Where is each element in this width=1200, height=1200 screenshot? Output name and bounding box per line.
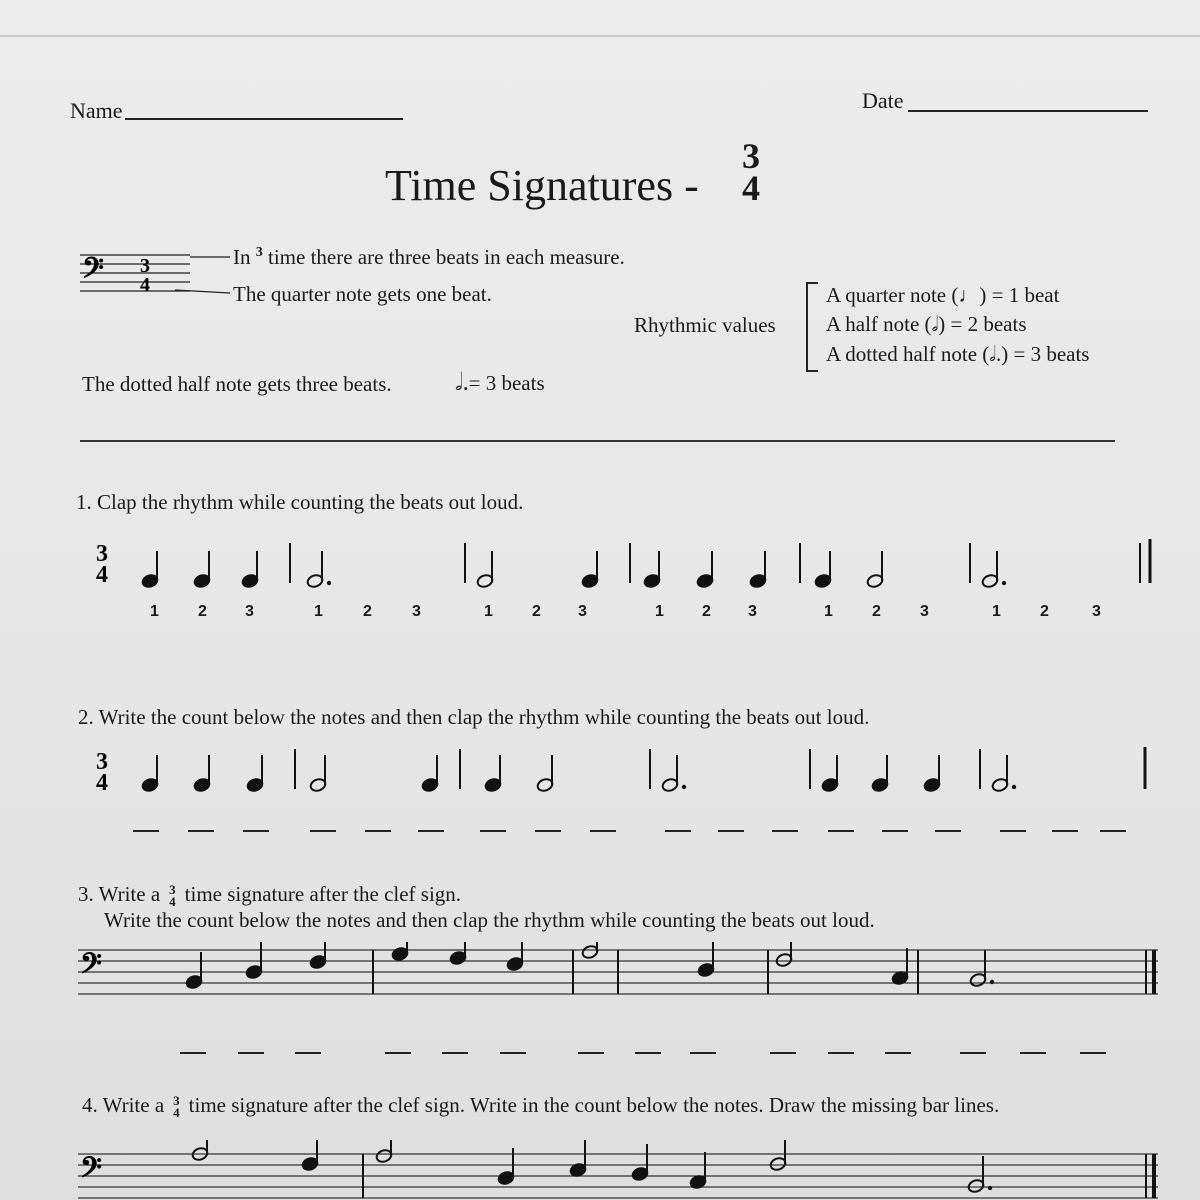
answer-blank[interactable] <box>590 830 616 832</box>
beat-count: 1 <box>314 603 323 620</box>
answer-blank[interactable] <box>960 1052 986 1054</box>
dot <box>1012 785 1016 789</box>
rhythmic-value-half: A half note (𝅗𝅥) = 2 beats <box>826 312 1027 336</box>
beat-count: 2 <box>1040 603 1049 620</box>
answer-blank[interactable] <box>690 1052 716 1054</box>
answer-blank[interactable] <box>1020 1052 1046 1054</box>
answer-blank[interactable] <box>1000 830 1026 832</box>
answer-blank[interactable] <box>828 1052 854 1054</box>
answer-blank[interactable] <box>635 1052 661 1054</box>
date-line <box>908 110 1148 112</box>
title-time-signature <box>742 136 760 208</box>
answer-blank[interactable] <box>1052 830 1078 832</box>
answer-blank[interactable] <box>365 830 391 832</box>
answer-blank[interactable] <box>133 830 159 832</box>
beat-count: 1 <box>150 603 159 620</box>
question-4-text: 4. Write a 3 4 time signature after the clef sign. Write in the count below the notes. Draw the missing bar lines. <box>82 1093 1000 1121</box>
answer-blank[interactable] <box>418 830 444 832</box>
bass-clef-icon: 𝄢 <box>80 949 102 987</box>
answer-blank[interactable] <box>238 1052 264 1054</box>
dot <box>327 581 331 585</box>
dotted-half-note-icon: 𝅗𝅥. <box>989 342 1002 366</box>
rhythmic-values-bracket <box>806 282 818 372</box>
title-ts-top: 3 <box>742 136 760 176</box>
beat-count: 1 <box>484 603 493 620</box>
answer-blank[interactable] <box>442 1052 468 1054</box>
beat-count: 1 <box>824 603 833 620</box>
answer-blank[interactable] <box>385 1052 411 1054</box>
answer-blank[interactable] <box>243 830 269 832</box>
answer-blank[interactable] <box>1100 830 1126 832</box>
answer-blank[interactable] <box>828 830 854 832</box>
dot <box>988 1186 992 1190</box>
beat-count: 2 <box>702 603 711 620</box>
name-label: Name <box>70 98 123 123</box>
svg-text:3: 3 <box>140 255 150 277</box>
rhythmic-value-quarter: A quarter note (♩) = 1 beat <box>826 283 1060 307</box>
rhythmic-values-label: Rhythmic values <box>634 313 776 337</box>
question-4-staff <box>78 1140 1178 1200</box>
dotted-half-text: The dotted half note gets three beats. <box>82 372 392 396</box>
rhythmic-value-dotted-half: A dotted half note (𝅗𝅥.) = 3 beats <box>826 342 1090 366</box>
page-edge <box>0 35 1200 37</box>
question-2-rhythm <box>90 745 1170 800</box>
section-divider <box>80 440 1115 442</box>
beat-count: 3 <box>578 603 587 620</box>
answer-blank[interactable] <box>295 1052 321 1054</box>
answer-blank[interactable] <box>718 830 744 832</box>
answer-blank[interactable] <box>882 830 908 832</box>
page-title: Time Signatures - <box>385 161 699 210</box>
bass-clef-illustration <box>80 245 230 305</box>
beat-count: 3 <box>920 603 929 620</box>
answer-blank[interactable] <box>935 830 961 832</box>
answer-blank[interactable] <box>500 1052 526 1054</box>
beat-count: 2 <box>198 603 207 620</box>
dot <box>990 980 994 984</box>
question-3-line-2: Write the count below the notes and then clap the rhythm while counting the beats out loud. <box>104 908 875 932</box>
svg-text:4: 4 <box>140 274 150 296</box>
q2-ts-top: 3 <box>96 749 108 775</box>
answer-blank[interactable] <box>480 830 506 832</box>
bass-clef-icon: 𝄢 <box>82 254 104 291</box>
question-1-rhythm <box>90 535 1170 595</box>
answer-blank[interactable] <box>665 830 691 832</box>
bass-clef-icon: 𝄢 <box>80 1153 102 1191</box>
beat-count: 3 <box>412 603 421 620</box>
question-3-line-1: 3. Write a 3 4 time signature after the clef sign. <box>78 882 462 910</box>
answer-blank[interactable] <box>188 830 214 832</box>
beat-count: 2 <box>872 603 881 620</box>
half-note-icon: 𝅗𝅥 <box>931 312 939 336</box>
beat-count: 1 <box>992 603 1001 620</box>
q2-ts-bottom: 4 <box>96 770 108 796</box>
beat-count: 3 <box>245 603 254 620</box>
question-3-staff <box>78 942 1178 1007</box>
beat-count: 2 <box>363 603 372 620</box>
name-line <box>125 118 403 120</box>
title-ts-bottom: 4 <box>742 168 760 208</box>
dot <box>682 785 686 789</box>
answer-blank[interactable] <box>885 1052 911 1054</box>
beat-count: 1 <box>655 603 664 620</box>
answer-blank[interactable] <box>1080 1052 1106 1054</box>
question-1-text: 1. Clap the rhythm while counting the beats out loud. <box>76 490 524 514</box>
answer-blank[interactable] <box>770 1052 796 1054</box>
question-2-text: 2. Write the count below the notes and then clap the rhythm while counting the beats out loud. <box>78 705 870 729</box>
answer-blank[interactable] <box>310 830 336 832</box>
q1-ts-bottom: 4 <box>96 562 108 588</box>
answer-blank[interactable] <box>772 830 798 832</box>
intro-line-1: In $^3$ time there are three beats in each measure. <box>233 245 625 269</box>
dotted-half-note-icon: 𝅗𝅥. <box>455 370 469 396</box>
dot <box>1002 581 1006 585</box>
beat-count: 3 <box>748 603 757 620</box>
beat-count: 2 <box>532 603 541 620</box>
answer-blank[interactable] <box>578 1052 604 1054</box>
beat-count: 3 <box>1092 603 1101 620</box>
answer-blank[interactable] <box>535 830 561 832</box>
date-label: Date <box>862 88 904 113</box>
quarter-note-icon: ♩ <box>958 283 980 307</box>
answer-blank[interactable] <box>180 1052 206 1054</box>
intro-line-2: The quarter note gets one beat. <box>233 282 492 306</box>
dotted-half-equation: 𝅗𝅥.= 3 beats <box>455 370 545 396</box>
q1-ts-top: 3 <box>96 541 108 567</box>
